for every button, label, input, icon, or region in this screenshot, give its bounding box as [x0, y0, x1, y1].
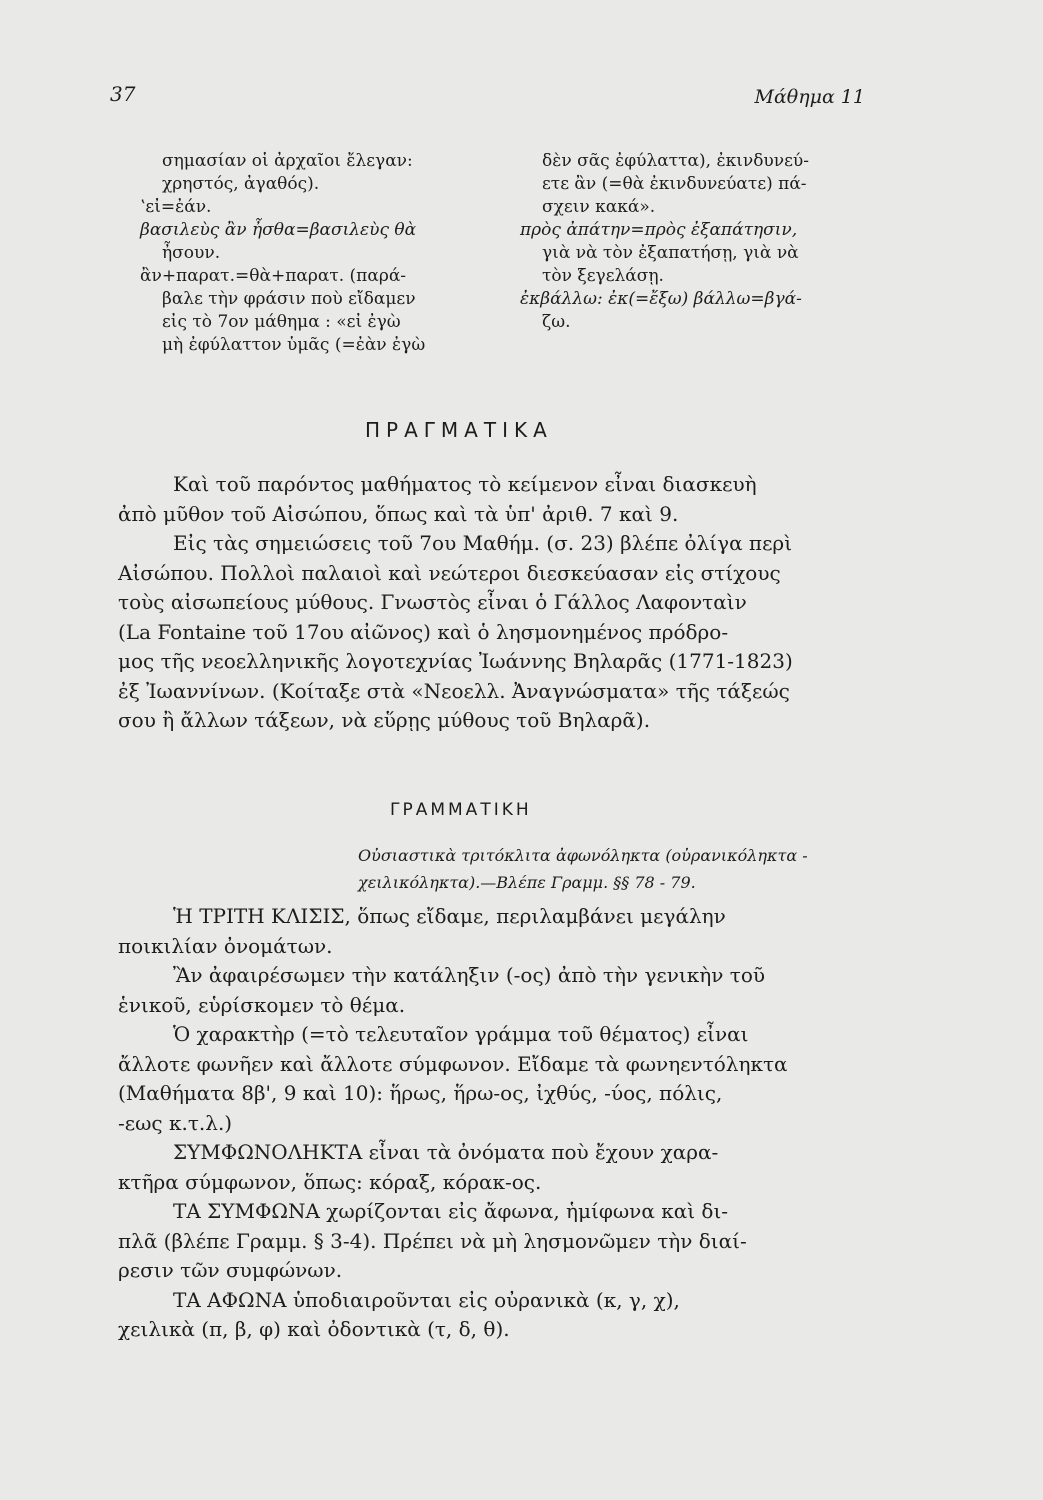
text-line: (La Fontaine τοῦ 17ου αἰῶνος) καὶ ὁ λησμονημένος πρόδρο- — [118, 619, 729, 644]
note-line: πρὸς ἀπάτην=πρὸς ἐξαπάτησιν, — [520, 220, 798, 240]
pragmatika-text — [118, 470, 863, 736]
note-line: ζω. — [542, 312, 571, 332]
notes-left-column — [140, 150, 500, 357]
text-line: κτῆρα σύμφωνον, ὅπως: κόραξ, κόρακ-ος. — [118, 1169, 542, 1194]
text-line: (Μαθήματα 8β', 9 καὶ 10): ἥρως, ἥρω-ος, ἰχθύς, -ύος, πόλις, — [118, 1081, 723, 1105]
text-line: -εως κ.τ.λ.) — [118, 1110, 233, 1135]
running-title: Μάθημα 11 — [754, 86, 865, 108]
text-line: μος τῆς νεοελληνικῆς λογοτεχνίας Ἰωάννης Βηλαρᾶς (1771-1823) — [118, 649, 793, 673]
note-line: βαλε τὴν φράσιν ποὺ εἴδαμεν — [162, 289, 416, 309]
note-line: ετε ἂν (=θὰ ἐκινδυνεύατε) πά- — [542, 174, 807, 194]
page-number: 37 — [110, 82, 136, 106]
text-line: ΣΥΜΦΩΝΟΛΗΚΤΑ εἶναι τὰ ὀνόματα ποὺ ἔχουν χαρα- — [173, 1140, 719, 1164]
note-line: σχειν κακά». — [542, 197, 656, 217]
text-line: σου ἢ ἄλλων τάξεων, νὰ εὕρῃς μύθους τοῦ Βηλαρᾶ). — [118, 708, 651, 732]
text-line: τοὺς αἰσωπείους μύθους. Γνωστὸς εἶναι ὁ Γάλλος Λαφονταὶν — [118, 590, 747, 614]
text-line: χειλικὰ (π, β, φ) καὶ ὀδοντικὰ (τ, δ, θ). — [118, 1317, 510, 1341]
subtitle-line: χειλικόληκτα).—Βλέπε Γραμμ. §§ 78 - 79. — [358, 873, 696, 892]
text-line: ΤΑ ΑΦΩΝΑ ὑποδιαιροῦνται εἰς οὐρανικὰ (κ, γ, χ), — [173, 1287, 680, 1312]
note-line: ἐκβάλλω: ἐκ(=ἔξω) βάλλω=βγά- — [520, 289, 802, 309]
note-line: ʽεἰ=ἐάν. — [140, 197, 212, 217]
note-line: μὴ ἐφύλαττον ὑμᾶς (=ἐὰν ἐγὼ — [162, 335, 426, 355]
grammatiki-text — [118, 902, 863, 1345]
note-line: χρηστός, ἀγαθός). — [162, 174, 320, 194]
text-line: Ὁ χαρακτὴρ (=τὸ τελευταῖον γράμμα τοῦ θέματος) εἶναι — [173, 1022, 749, 1046]
notes-right-column — [520, 150, 870, 334]
section-heading-pragmatika: ΠΡΑΓΜΑΤΙΚΑ — [365, 418, 553, 442]
note-line: γιὰ νὰ τὸν ἐξαπατήσῃ, γιὰ νὰ — [542, 243, 799, 263]
text-line: Καὶ τοῦ παρόντος μαθήματος τὸ κείμενον εἶναι διασκευὴ — [173, 472, 757, 496]
text-line: Ἡ ΤΡΙΤΗ ΚΛΙΣΙΣ, ὅπως εἴδαμε, περιλαμβάνει μεγάλην — [173, 904, 726, 928]
text-line: Αἰσώπου. Πολλοὶ παλαιοὶ καὶ νεώτεροι διεσκεύασαν εἰς στίχους — [118, 560, 781, 585]
note-line: δὲν σᾶς ἐφύλαττα), ἐκινδυνεύ- — [542, 151, 809, 171]
note-line: εἰς τὸ 7ον μάθημα : «εἰ ἐγὼ — [162, 312, 401, 332]
section-heading-grammatiki: ΓΡΑΜΜΑΤΙΚΗ — [390, 800, 532, 820]
text-line: Εἰς τὰς σημειώσεις τοῦ 7ου Μαθήμ. (σ. 23) βλέπε ὀλίγα περὶ — [173, 531, 793, 555]
text-line: ρεσιν τῶν συμφώνων. — [118, 1258, 343, 1282]
note-line: τὸν ξεγελάσῃ. — [542, 266, 664, 286]
text-line: ἄλλοτε φωνῆεν καὶ ἄλλοτε σύμφωνον. Εἴδαμε τὰ φωνηεντόληκτα — [118, 1051, 788, 1076]
text-line: Ἂν ἀφαιρέσωμεν τὴν κατάληξιν (-ος) ἀπὸ τὴν γενικὴν τοῦ — [173, 963, 766, 987]
text-line: ποικιλίαν ὀνομάτων. — [118, 933, 333, 958]
note-line: σημασίαν οἱ ἀρχαῖοι ἔλεγαν: — [162, 151, 413, 171]
note-line: βασιλεὺς ἂν ἦσθα=βασιλεὺς θὰ — [140, 220, 417, 240]
grammatiki-subtitle — [358, 842, 868, 896]
note-line: ἦσουν. — [162, 243, 221, 263]
text-line: ἀπὸ μῦθον τοῦ Αἰσώπου, ὅπως καὶ τὰ ὑπ' ἀριθ. 7 καὶ 9. — [118, 501, 679, 526]
text-line: ΤΑ ΣΥΜΦΩΝΑ χωρίζονται εἰς ἄφωνα, ἡμίφωνα καὶ δι- — [173, 1199, 729, 1223]
note-line: ἂν+παρατ.=θὰ+παρατ. (παρά- — [140, 266, 407, 286]
text-line: ἐξ Ἰωαννίνων. (Κοίταξε στὰ «Νεοελλ. Ἀναγνώσματα» τῆς τάξεώς — [118, 678, 790, 703]
subtitle-line: Οὐσιαστικὰ τριτόκλιτα ἀφωνόληκτα (οὐρανικόληκτα - — [358, 846, 808, 865]
text-line: ἑνικοῦ, εὑρίσκομεν τὸ θέμα. — [118, 992, 406, 1017]
text-line: πλᾶ (βλέπε Γραμμ. § 3-4). Πρέπει νὰ μὴ λησμονῶμεν τὴν διαί- — [118, 1228, 747, 1253]
